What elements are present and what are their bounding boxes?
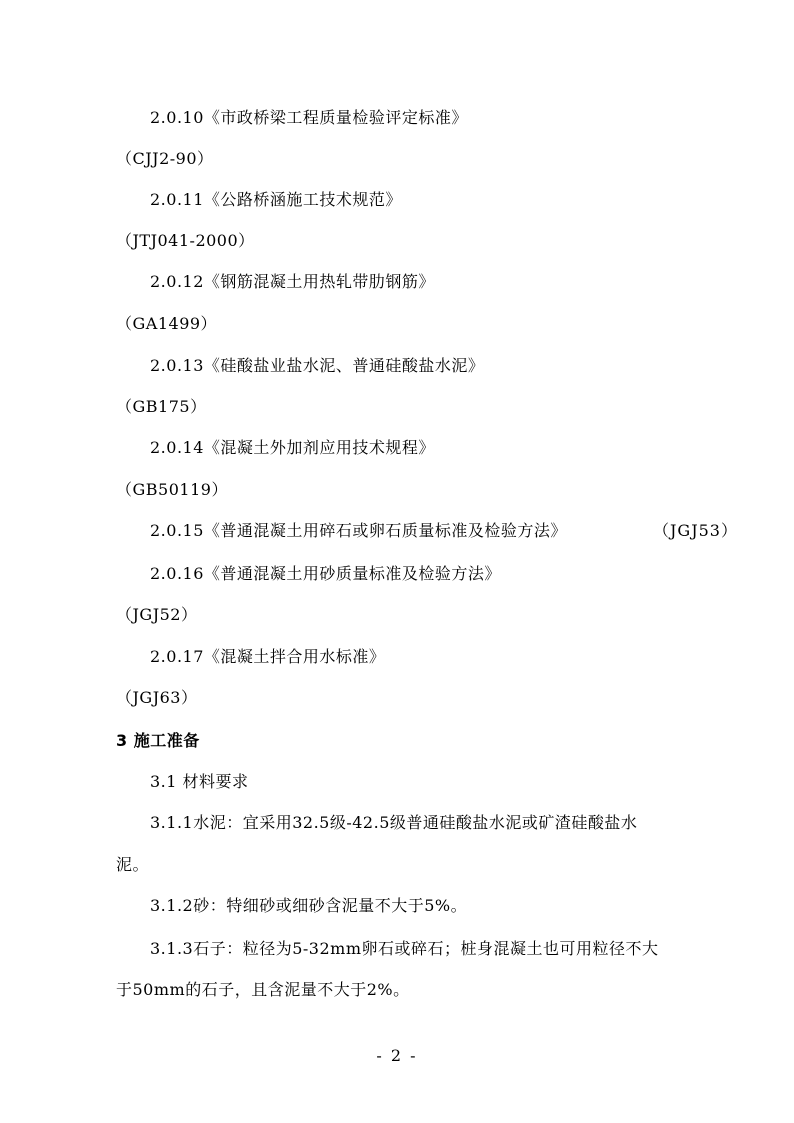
reference-code-cjj2-90: （CJJ2-90）	[116, 149, 214, 168]
section-heading-construction-preparation: 3 施工准备	[116, 731, 200, 750]
reference-code-jgj63: （JGJ63）	[116, 688, 198, 707]
reference-2-0-13: 2.0.13《硅酸盐业盐水泥、普通硅酸盐水泥》	[150, 356, 485, 375]
paragraph-stone-line-1: 3.1.3石子：粒径为5-32mm卵石或碎石；桩身混凝土也可用粒径不大	[150, 939, 659, 958]
reference-code-jtj041-2000: （JTJ041-2000）	[116, 231, 255, 250]
reference-2-0-17: 2.0.17《混凝土拌合用水标准》	[150, 647, 386, 666]
reference-code-ga1499: （GA1499）	[116, 314, 218, 333]
paragraph-sand: 3.1.2砂：特细砂或细砂含泥量不大于5%。	[150, 896, 468, 915]
subsection-material-requirements: 3.1 材料要求	[150, 772, 249, 791]
reference-code-gb175: （GB175）	[116, 397, 207, 416]
reference-code-jgj52: （JGJ52）	[116, 605, 198, 624]
reference-2-0-15: 2.0.15《普通混凝土用碎石或卵石质量标准及检验方法》	[150, 521, 567, 540]
reference-code-gb50119: （GB50119）	[116, 480, 228, 499]
reference-2-0-11: 2.0.11《公路桥涵施工技术规范》	[150, 190, 402, 209]
reference-2-0-10: 2.0.10《市政桥梁工程质量检验评定标准》	[150, 108, 468, 127]
paragraph-cement-line-2: 泥。	[116, 855, 150, 874]
reference-2-0-14: 2.0.14《混凝土外加剂应用技术规程》	[150, 438, 435, 457]
page-number: - 2 -	[376, 1046, 418, 1065]
reference-code-jgj53: （JGJ53）	[653, 521, 738, 540]
reference-2-0-12: 2.0.12《钢筋混凝土用热轧带肋钢筋》	[150, 272, 435, 291]
reference-2-0-16: 2.0.16《普通混凝土用砂质量标准及检验方法》	[150, 564, 501, 583]
paragraph-stone-line-2: 于50mm的石子，且含泥量不大于2%。	[116, 980, 410, 999]
paragraph-cement-line-1: 3.1.1水泥：宜采用32.5级-42.5级普通硅酸盐水泥或矿渣硅酸盐水	[150, 813, 638, 832]
